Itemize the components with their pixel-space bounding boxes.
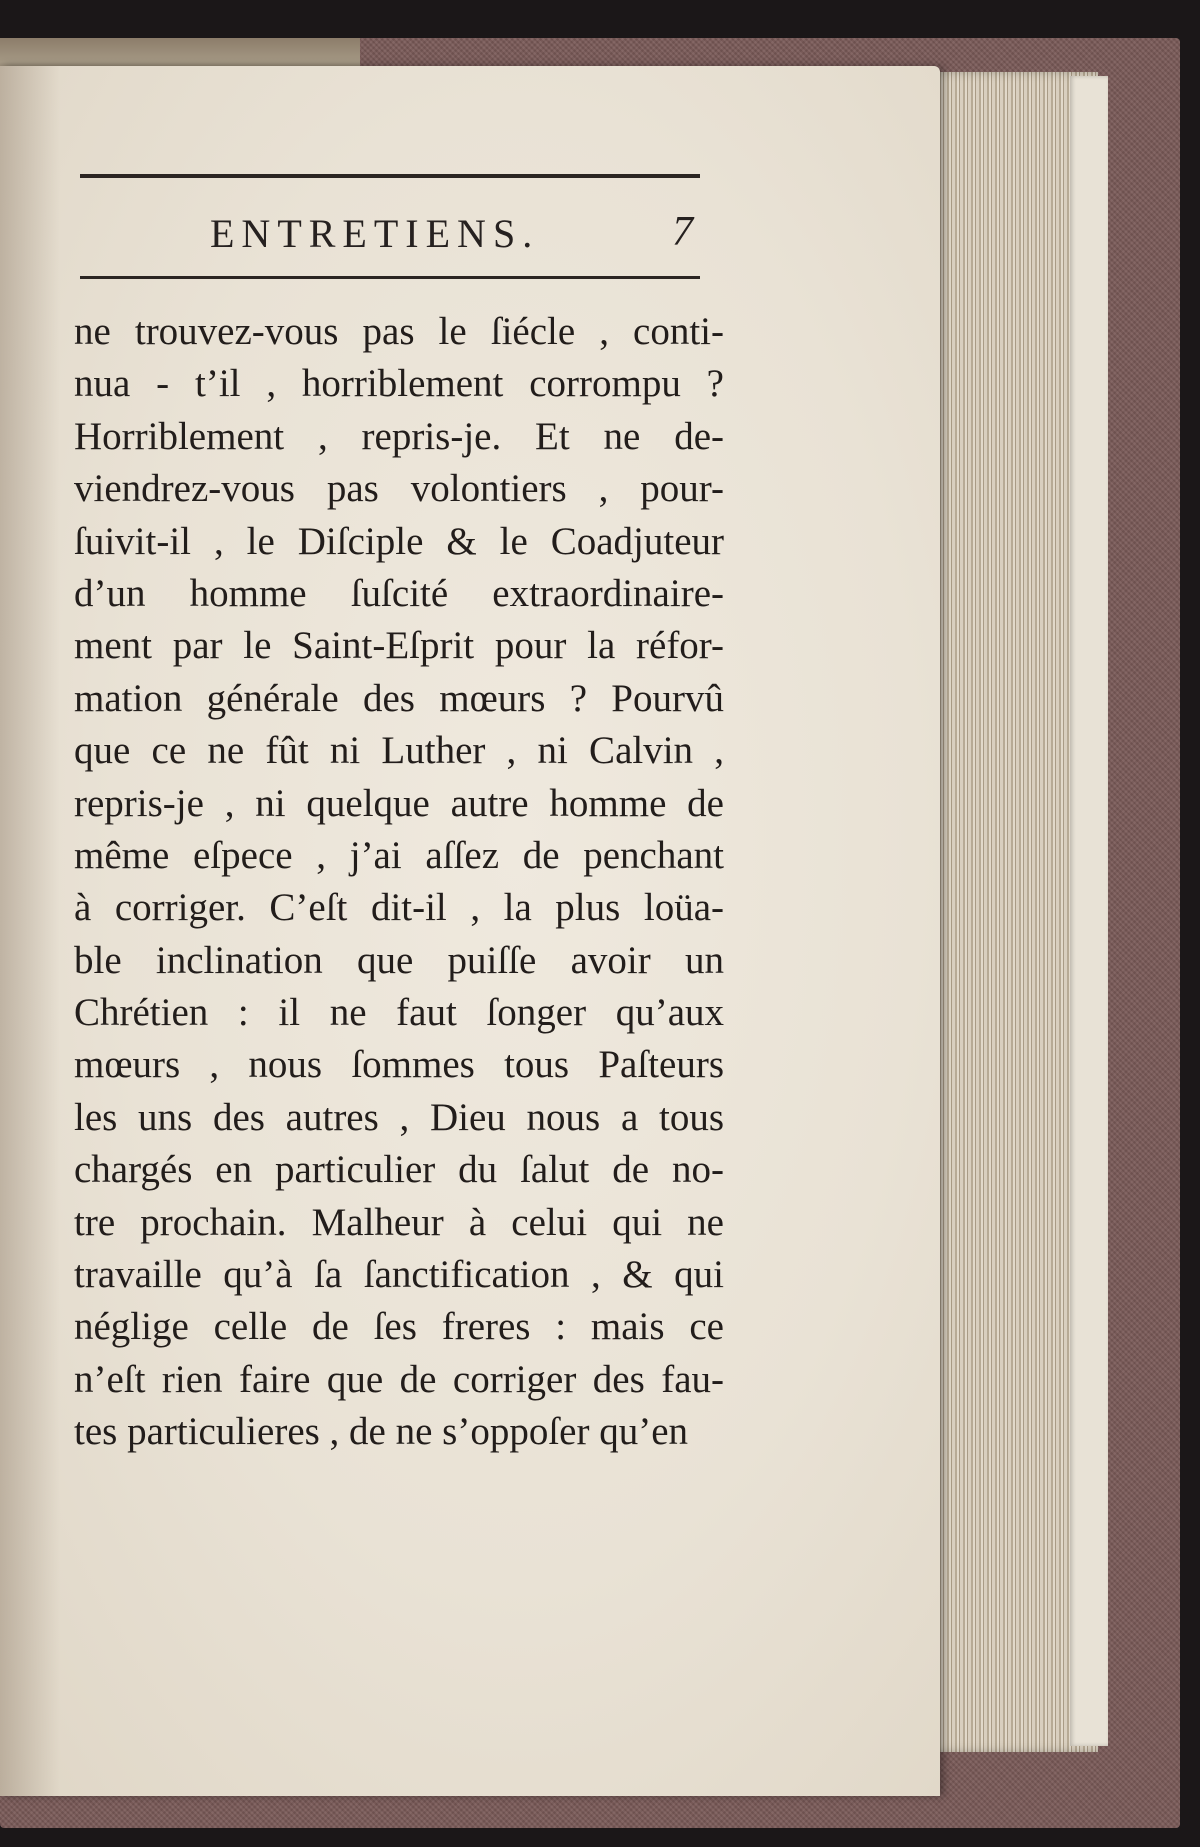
running-head: ENTRETIENS. — [210, 211, 540, 256]
text-line: ble inclination que puiſſe avoir un — [74, 938, 724, 982]
text-line: mation générale des mœurs ? Pourvû — [74, 676, 724, 720]
head-rule-bottom — [80, 276, 700, 279]
text-line: que ce ne fût ni Luther , ni Calvin , — [74, 729, 724, 773]
text-line: repris-je , ni quelque autre homme de — [74, 781, 724, 825]
book-page — [0, 66, 940, 1796]
gutter-shadow — [0, 66, 60, 1796]
text-line: les uns des autres , Dieu nous a tous — [74, 1095, 724, 1139]
text-line: ſuivit-il , le Diſciple & le Coadjuteur — [74, 519, 724, 563]
text-line: viendrez-vous pas volontiers , pour- — [74, 467, 724, 511]
body-text — [74, 306, 724, 1459]
text-line: chargés en particulier du ſalut de no- — [74, 1148, 724, 1192]
text-line: n’eſt rien faire que de corriger des fau- — [74, 1357, 724, 1401]
page-number: 7 — [672, 209, 693, 255]
text-line: Chrétien : il ne faut ſonger qu’aux — [74, 991, 724, 1035]
text-line: travaille qu’à ſa ſanctification , & qui — [74, 1253, 724, 1297]
text-line: d’un homme ſuſcité extraordinaire- — [74, 571, 724, 615]
text-line: tes particulieres , de ne s’oppoſer qu’en — [74, 1410, 689, 1454]
text-line: Horriblement , repris-je. Et ne de- — [74, 414, 724, 458]
endpaper-edge — [1070, 76, 1108, 1746]
text-line: ment par le Saint-Eſprit pour la réfor- — [74, 624, 724, 668]
text-line: néglige celle de ſes freres : mais ce — [74, 1305, 724, 1349]
text-line: à corriger. C’eſt dit-il , la plus loüa- — [74, 886, 724, 930]
text-line: mœurs , nous ſommes tous Paſteurs — [74, 1043, 724, 1087]
text-line: même eſpece , j’ai aſſez de penchant — [74, 833, 724, 877]
text-line: nua - t’il , horriblement corrompu ? — [74, 362, 724, 406]
head-rule-top — [80, 174, 700, 178]
text-line: tre prochain. Malheur à celui qui ne — [74, 1200, 724, 1244]
text-line: ne trouvez-vous pas le ſiécle , conti- — [74, 310, 724, 353]
